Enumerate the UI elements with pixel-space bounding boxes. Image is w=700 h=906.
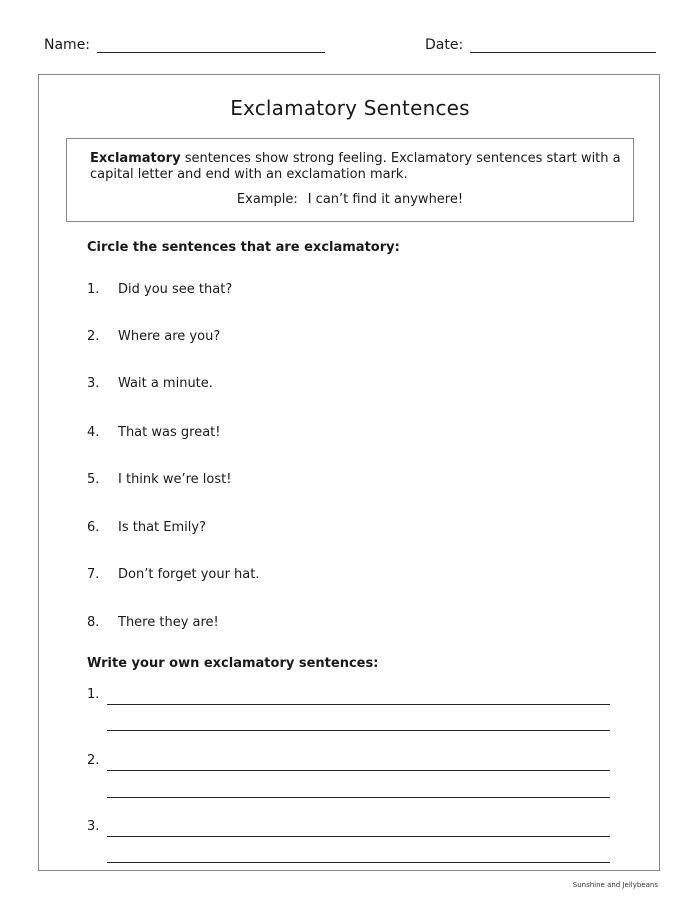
sentence-text[interactable]: Wait a minute. <box>118 376 213 391</box>
write-line[interactable] <box>107 704 610 705</box>
sentence-number: 4. <box>87 425 100 440</box>
sentence-number: 3. <box>87 376 100 391</box>
example-sentence: I can’t find it anywhere! <box>307 192 464 207</box>
write-line[interactable] <box>107 862 610 863</box>
name-field[interactable] <box>44 37 325 53</box>
write-line-row[interactable] <box>87 713 610 733</box>
sentence-text[interactable]: Is that Emily? <box>118 520 206 535</box>
write-line-row[interactable] <box>87 845 610 865</box>
footer-credit: Sunshine and Jellybeans <box>572 881 658 889</box>
definition-body: sentences show strong feeling. Exclamatory sentences start with a capital letter and end with an exclamation mark. <box>90 151 621 182</box>
write-line-row[interactable] <box>87 819 610 839</box>
sentence-item[interactable] <box>87 376 213 391</box>
name-blank-line[interactable] <box>97 37 325 53</box>
sentence-text[interactable]: That was great! <box>118 425 221 440</box>
write-line[interactable] <box>107 770 610 771</box>
sentence-item[interactable] <box>87 472 231 487</box>
name-label: Name: <box>44 37 91 53</box>
sentence-item[interactable] <box>87 615 219 630</box>
date-field[interactable] <box>425 37 656 53</box>
sentence-item[interactable] <box>87 329 220 344</box>
sentence-number: 8. <box>87 615 100 630</box>
sentence-text[interactable]: Where are you? <box>118 329 221 344</box>
write-line-row[interactable] <box>87 780 610 800</box>
write-line-row[interactable] <box>87 687 610 707</box>
definition-text <box>90 151 625 183</box>
sentence-text[interactable]: I think we’re lost! <box>118 472 232 487</box>
date-blank-line[interactable] <box>470 37 656 53</box>
sentence-item[interactable] <box>87 282 232 297</box>
definition-term: Exclamatory <box>90 151 181 166</box>
worksheet-title: Exclamatory Sentences <box>230 96 470 120</box>
write-number: 2. <box>87 753 100 768</box>
example-label: Example: <box>236 192 298 207</box>
write-line-row[interactable] <box>87 753 610 773</box>
sentence-number: 6. <box>87 520 100 535</box>
write-line[interactable] <box>107 730 610 731</box>
sentence-number: 2. <box>87 329 100 344</box>
sentence-item[interactable] <box>87 567 260 582</box>
sentence-item[interactable] <box>87 520 206 535</box>
definition-box <box>66 138 634 222</box>
write-number: 3. <box>87 819 100 834</box>
sentence-text[interactable]: Don’t forget your hat. <box>118 567 260 582</box>
write-instruction: Write your own exclamatory sentences: <box>87 656 379 671</box>
sentence-item[interactable] <box>87 425 220 440</box>
sentence-number: 1. <box>87 282 100 297</box>
example-line <box>67 192 633 208</box>
sentence-text[interactable]: Did you see that? <box>118 282 233 297</box>
write-number: 1. <box>87 687 100 702</box>
sentence-text[interactable]: There they are! <box>118 615 219 630</box>
sentence-number: 7. <box>87 567 100 582</box>
circle-instruction: Circle the sentences that are exclamatory: <box>87 240 400 255</box>
write-line[interactable] <box>107 797 610 798</box>
date-label: Date: <box>425 37 464 53</box>
write-line[interactable] <box>107 836 610 837</box>
sentence-number: 5. <box>87 472 100 487</box>
